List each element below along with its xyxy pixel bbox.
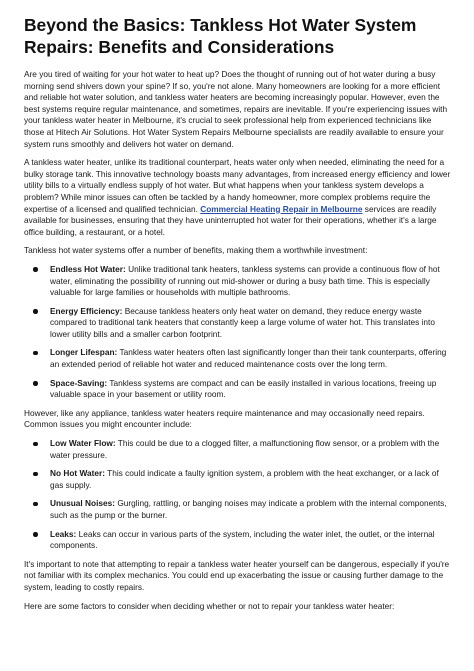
overview-text-start: A tankless water heater, unlike its traditional counterpart, heats water only when needed, eliminating the need for a bulky storage tank. This innovative technology boasts many advantages, from increased energy efficiency and lower utility bills to a virtually endless supply of hot water. But what happens when your tankless system develops a problem? While minor issues can often be tackled by a handy homeowner, more complex problems require the expertise of a licensed and qualified technician. <box>24 157 451 214</box>
list-item <box>50 529 454 552</box>
benefit-term: Space-Saving: <box>50 377 108 388</box>
issue-term: Low Water Flow: <box>50 438 116 449</box>
issue-term: No Hot Water: <box>50 468 105 479</box>
issues-list <box>24 438 454 552</box>
issues-intro: However, like any appliance, tankless water heaters require maintenance and may occasionally need repairs. Common issues you might encounter include: <box>24 407 425 430</box>
issue-term: Leaks: <box>50 528 77 539</box>
list-item <box>50 306 454 341</box>
benefit-text: Tankless systems are compact and can be easily installed in various locations, freeing up valuable space in your basement or utility room. <box>50 377 437 400</box>
issue-term: Unusual Noises: <box>50 498 116 509</box>
benefits-list <box>24 264 454 401</box>
list-item <box>50 498 454 521</box>
intro-paragraph: Are you tired of waiting for your hot water to heat up? Does the thought of running out of hot water during a busy morning send shivers down your spine? If so, you're not alone. Many homeowners are looking for a more efficient and reliable hot water solution, and tankless water heaters are becoming increasingly popular. However, even the best systems require regular maintenance, and sometimes, repairs are inevitable. If you're experiencing issues with your tankless water heater in Melbourne, it's crucial to seek professional help from experienced technicians like those at Hitech Air Solutions. Hot Water System Repairs Melbourne specialists are readily available to ensure your system runs smoothly and delivers hot water on demand. <box>24 69 448 149</box>
benefit-term: Endless Hot Water: <box>50 263 126 274</box>
benefit-term: Energy Efficiency: <box>50 305 123 316</box>
issue-text: This could indicate a faulty ignition system, a problem with the heat exchanger, or a lack of gas supply. <box>50 468 439 490</box>
list-item <box>50 347 454 370</box>
benefit-text: Because tankless heaters only heat water on demand, they reduce energy waste compared to traditional tank heaters that constantly keep a large volume of water hot. This translates into lower utility bills and a smaller carbon footprint. <box>50 305 435 339</box>
list-item <box>50 378 454 401</box>
issue-text: This could be due to a clogged filter, a malfunctioning flow sensor, or a problem with the water pressure. <box>50 438 440 460</box>
warning-paragraph: It's important to note that attempting to repair a tankless water heater yourself can be dangerous, especially if you're not familiar with its complex mechanics. You could end up exacerbating the issue or causing further damage to the system, leading to costly repairs. <box>24 558 450 592</box>
issue-text: Gurgling, rattling, or banging noises may indicate a problem with the internal components, such as the pump or the burner. <box>50 498 447 520</box>
list-item <box>50 468 454 491</box>
tankless-overview-paragraph <box>24 157 454 238</box>
overview-text-end: services are readily available for businesses, ensuring that they have uninterrupted hot water for their operations, whether it's a large office building, a restaurant, or a hotel. <box>24 203 437 237</box>
benefits-intro: Tankless hot water systems offer a number of benefits, making them a worthwhile investment: <box>24 245 368 256</box>
list-item <box>50 438 454 461</box>
list-item <box>50 264 454 299</box>
factors-intro: Here are some factors to consider when deciding whether or not to repair your tankless water heater: <box>24 600 395 611</box>
issue-text: Leaks can occur in various parts of the system, including the water inlet, the outlet, or the internal components. <box>50 528 435 551</box>
benefit-text: Unlike traditional tank heaters, tankless systems can provide a continuous flow of hot water, eliminating the possibility of running out mid-shower or during a busy bath time. This is especially valuable for large families or households with multiple bathrooms. <box>50 263 440 298</box>
benefit-text: Tankless water heaters often last significantly longer than their tank counterparts, offering an extended period of reliable hot water and reduced maintenance costs over the long term. <box>50 347 447 370</box>
document-title: Beyond the Basics: Tankless Hot Water System Repairs: Benefits and Considerations <box>24 15 417 57</box>
commercial-heating-repair-link[interactable]: Commercial Heating Repair in Melbourne <box>200 203 363 214</box>
benefit-term: Longer Lifespan: <box>50 347 118 358</box>
